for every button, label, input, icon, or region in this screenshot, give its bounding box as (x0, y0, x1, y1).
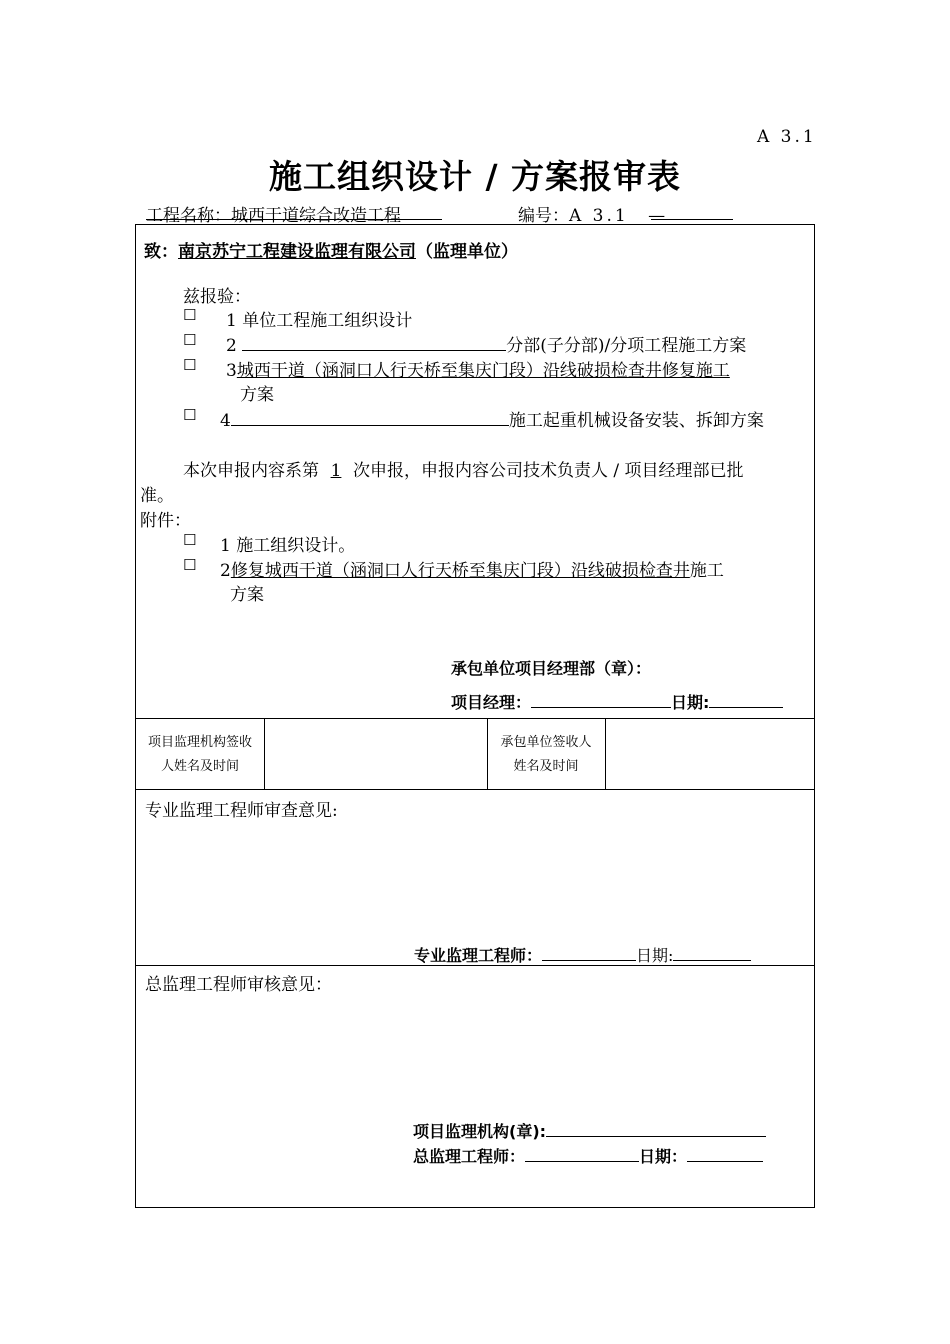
item-2-num: 2 (226, 336, 237, 356)
agency-sign-field[interactable] (546, 1122, 766, 1137)
attachment-1-text: 施工组织设计。 (236, 536, 356, 556)
project-number-row (518, 201, 665, 226)
project-manager-label: 项目经理： (451, 693, 532, 712)
project-number-label: 编号： (518, 206, 569, 226)
checkbox-item-2[interactable]: ☐ (183, 331, 197, 349)
item-2-blank (242, 336, 506, 351)
item-2 (226, 331, 746, 356)
item-3 (226, 356, 730, 381)
declaration-suffix: 次申报，申报内容公司技术负责人 / 项目经理部已批 (353, 461, 744, 481)
checkbox-item-1[interactable]: ☐ (183, 306, 197, 324)
item-4-blank (231, 411, 509, 426)
supervisor-receipt-field[interactable] (266, 720, 486, 788)
item-1-text: 单位工程施工组织设计 (242, 311, 413, 331)
chief-opinion-area[interactable] (140, 996, 810, 1106)
project-name-row (146, 201, 401, 226)
item-4 (220, 406, 764, 431)
attachment-2-num: 2 (220, 561, 231, 581)
attachment-2-text: 修复城西干道（涵洞口人行天桥至集庆门段）沿线破损检查井 (230, 561, 690, 581)
engineer-date-field[interactable] (673, 946, 751, 961)
engineer-sign-label: 专业监理工程师： (414, 946, 543, 965)
item-3-num: 3 (226, 361, 237, 381)
form-code: A 3.1 (757, 127, 817, 147)
item-1 (226, 306, 412, 331)
project-name-value: 城西干道综合改造工程 (231, 206, 401, 226)
project-number-dash: — (648, 206, 666, 226)
checkbox-item-4[interactable]: ☐ (183, 406, 197, 424)
engineer-opinion-label: 专业监理工程师审查意见: (145, 801, 338, 821)
checkbox-attachment-1[interactable]: ☐ (183, 531, 197, 549)
item-3-text: 城西干道（涵洞口人行天桥至集庆门段）沿线破损检查井修复施工 (236, 361, 730, 381)
chief-date-label: 日期： (639, 1147, 688, 1166)
cell-divider-1 (264, 718, 265, 789)
agency-sign-label: 项目监理机构(章): (413, 1122, 547, 1141)
attachment-2-tail: 施工 (689, 561, 724, 581)
addressee-prefix: 致： (144, 242, 178, 262)
contractor-dept-label: 承包单位项目经理部（章）： (451, 659, 652, 678)
attachment-1-num: 1 (220, 536, 231, 556)
item-2-tail: 分部(子分部)/分项工程施工方案 (506, 336, 747, 356)
page-title: 施工组织设计 / 方案报审表 (268, 157, 682, 196)
chief-sign-field[interactable] (525, 1147, 639, 1162)
checkbox-attachment-2[interactable]: ☐ (183, 556, 197, 574)
row-divider-2 (135, 789, 815, 790)
engineer-sign-row (414, 943, 751, 966)
supervisor-receipt-label: 项目监理机构签收人姓名及时间 (147, 735, 252, 774)
contractor-receipt-label: 承包单位签收人姓名及时间 (500, 735, 592, 774)
engineer-date-label: 日期: (636, 946, 674, 965)
item-4-tail: 施工起重机械设备安装、拆卸方案 (508, 411, 764, 431)
addressee-company: 南京苏宁工程建设监理有限公司 (178, 242, 416, 262)
cell-divider-3 (605, 718, 606, 789)
attachments-label: 附件： (140, 511, 191, 531)
contractor-date-label: 日期: (671, 693, 710, 712)
cell-divider-2 (487, 718, 488, 789)
chief-sign-label: 总监理工程师： (413, 1147, 526, 1166)
project-manager-field[interactable] (531, 693, 671, 708)
project-name-underline (146, 219, 442, 220)
attachment-1 (220, 531, 355, 556)
attachment-2 (220, 556, 724, 581)
item-4-num: 4 (220, 411, 231, 431)
chief-date-field[interactable] (687, 1147, 763, 1162)
contractor-receipt-field[interactable] (607, 720, 814, 788)
addressee (144, 237, 518, 262)
declaration (183, 456, 744, 481)
contractor-sign-row (451, 690, 783, 713)
agency-sign-row (413, 1119, 766, 1142)
declaration-prefix: 本次申报内容系第 (183, 461, 319, 481)
item-1-num: 1 (226, 311, 237, 331)
contractor-date-field[interactable] (709, 693, 783, 708)
project-name-label: 工程名称： (146, 206, 231, 226)
addressee-suffix: （监理单位） (416, 242, 518, 262)
project-number-underline (651, 219, 733, 220)
chief-sign-row (413, 1144, 763, 1167)
checkbox-item-3[interactable]: ☐ (183, 356, 197, 374)
engineer-opinion-area[interactable] (140, 822, 810, 932)
attachment-2-line2: 方案 (230, 585, 264, 605)
row-divider-1 (135, 718, 815, 719)
declaration-line2: 准。 (140, 486, 174, 506)
chief-opinion-label: 总监理工程师审核意见： (145, 975, 332, 995)
item-3-line2: 方案 (240, 385, 274, 405)
intro-text: 兹报验： (183, 287, 251, 307)
declaration-count: 1 (330, 461, 342, 481)
project-number-value: A 3.1 (569, 206, 629, 226)
engineer-sign-field[interactable] (542, 946, 636, 961)
